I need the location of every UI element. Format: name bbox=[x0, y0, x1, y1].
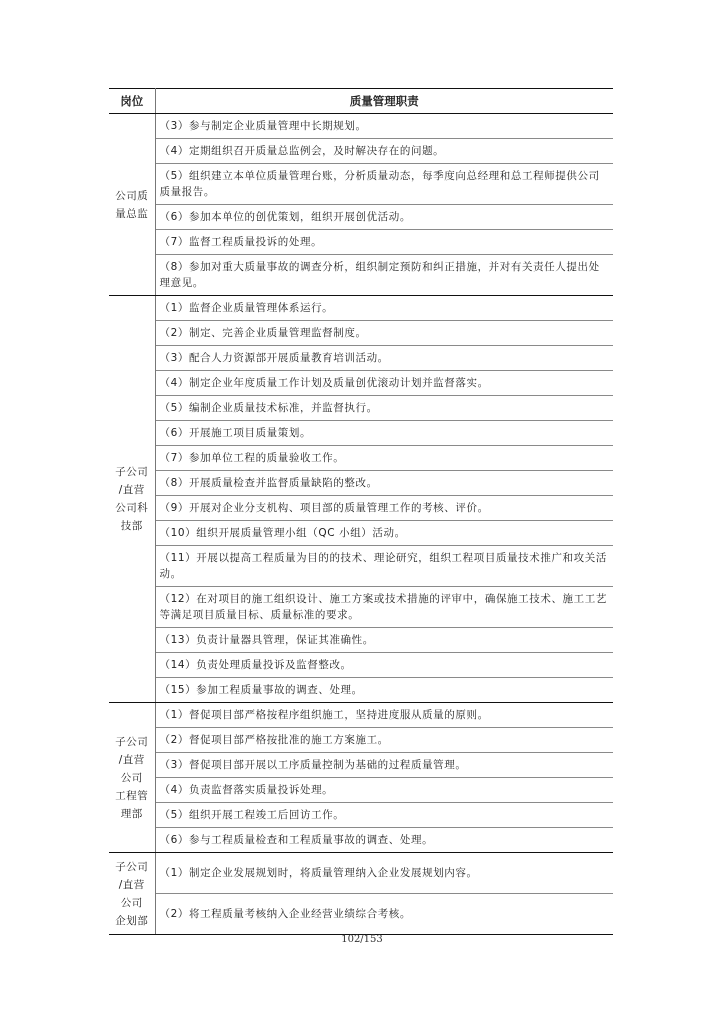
table-row bbox=[109, 546, 613, 587]
duty-item: （10）组织开展质量管理小组（QC 小组）活动。 bbox=[155, 521, 613, 546]
duty-item: （3）参与制定企业质量管理中长期规划。 bbox=[155, 114, 613, 139]
duty-item: （8）开展质量检查并监督质量缺陷的整改。 bbox=[155, 471, 613, 496]
duty-item: （2）制定、完善企业质量管理监督制度。 bbox=[155, 321, 613, 346]
table-row bbox=[109, 828, 613, 853]
quality-duty-table bbox=[109, 88, 613, 935]
table-row bbox=[109, 496, 613, 521]
position-line: 企划部 bbox=[115, 914, 149, 927]
duty-item: （15）参加工程质量事故的调查、处理。 bbox=[155, 678, 613, 703]
table-row bbox=[109, 114, 613, 139]
table-row bbox=[109, 587, 613, 628]
table-row bbox=[109, 894, 613, 935]
position-cell-technology-dept bbox=[109, 296, 155, 703]
position-line: 子公司 bbox=[115, 860, 149, 873]
table-header-row bbox=[109, 89, 613, 114]
position-line: 公司 bbox=[120, 896, 143, 909]
table-row bbox=[109, 521, 613, 546]
table-row bbox=[109, 728, 613, 753]
duty-item: （5）编制企业质量技术标准，并监督执行。 bbox=[155, 396, 613, 421]
position-line: /直营 bbox=[118, 753, 145, 766]
table-row bbox=[109, 396, 613, 421]
table-row bbox=[109, 139, 613, 164]
page-number: 102/153 bbox=[341, 934, 383, 945]
duty-item: （7）监督工程质量投诉的处理。 bbox=[155, 230, 613, 255]
table-row bbox=[109, 421, 613, 446]
duty-item: （4）负责监督落实质量投诉处理。 bbox=[155, 778, 613, 803]
position-line: 子公司 bbox=[115, 466, 149, 478]
table-row bbox=[109, 803, 613, 828]
duty-item: （6）参与工程质量检查和工程质量事故的调查、处理。 bbox=[155, 828, 613, 853]
table-row bbox=[109, 255, 613, 296]
duty-item: （4）定期组织召开质量总监例会，及时解决存在的问题。 bbox=[155, 139, 613, 164]
position-cell-quality-director bbox=[109, 114, 155, 296]
duty-item: （6）开展施工项目质量策划。 bbox=[155, 421, 613, 446]
duty-item: （6）参加本单位的创优策划，组织开展创优活动。 bbox=[155, 205, 613, 230]
position-line: 公司质 bbox=[115, 189, 149, 202]
duty-item: （5）组织建立本单位质量管理台账，分析质量动态，每季度向总经理和总工程师提供公司质量报告。 bbox=[155, 164, 613, 205]
position-line: 公司 bbox=[120, 771, 143, 784]
position-line: /直营 bbox=[118, 484, 145, 496]
duty-item: （13）负责计量器具管理，保证其准确性。 bbox=[155, 628, 613, 653]
duty-item: （1）制定企业发展规划时，将质量管理纳入企业发展规划内容。 bbox=[155, 853, 613, 894]
position-line: 量总监 bbox=[115, 207, 149, 220]
table-row bbox=[109, 678, 613, 703]
table-row bbox=[109, 471, 613, 496]
table-row bbox=[109, 205, 613, 230]
duty-item: （12）在对项目的施工组织设计、施工方案或技术措施的评审中，确保施工技术、施工工艺等满足项目质量目标、质量标准的要求。 bbox=[155, 587, 613, 628]
table-row bbox=[109, 346, 613, 371]
duty-item: （1）督促项目部严格按程序组织施工，坚持进度服从质量的原则。 bbox=[155, 703, 613, 728]
table-row bbox=[109, 296, 613, 321]
position-line: 公司科 bbox=[115, 502, 149, 514]
table-row bbox=[109, 164, 613, 205]
position-line: 工程管 bbox=[115, 789, 149, 802]
table-row bbox=[109, 230, 613, 255]
table-row bbox=[109, 703, 613, 728]
position-cell-planning-dept bbox=[109, 853, 155, 935]
header-position: 岗位 bbox=[109, 89, 155, 114]
position-line: 子公司 bbox=[115, 735, 149, 748]
duty-item: （7）参加单位工程的质量验收工作。 bbox=[155, 446, 613, 471]
table-row bbox=[109, 753, 613, 778]
header-duty: 质量管理职责 bbox=[155, 89, 613, 114]
position-line: 理部 bbox=[120, 807, 143, 820]
duty-item: （9）开展对企业分支机构、项目部的质量管理工作的考核、评价。 bbox=[155, 496, 613, 521]
table-row bbox=[109, 446, 613, 471]
duty-item: （5）组织开展工程竣工后回访工作。 bbox=[155, 803, 613, 828]
duty-item: （2）将工程质量考核纳入企业经营业绩综合考核。 bbox=[155, 894, 613, 935]
duty-item: （2）督促项目部严格按批准的施工方案施工。 bbox=[155, 728, 613, 753]
duty-item: （11）开展以提高工程质量为目的的技术、理论研究，组织工程项目质量技术推广和攻关活动。 bbox=[155, 546, 613, 587]
duty-item: （14）负责处理质量投诉及监督整改。 bbox=[155, 653, 613, 678]
table-row bbox=[109, 628, 613, 653]
duty-item: （3）督促项目部开展以工序质量控制为基础的过程质量管理。 bbox=[155, 753, 613, 778]
table-row bbox=[109, 853, 613, 894]
table-row bbox=[109, 778, 613, 803]
table-row bbox=[109, 371, 613, 396]
duty-item: （4）制定企业年度质量工作计划及质量创优滚动计划并监督落实。 bbox=[155, 371, 613, 396]
duty-item: （1）监督企业质量管理体系运行。 bbox=[155, 296, 613, 321]
position-line: 技部 bbox=[120, 520, 143, 532]
position-cell-engineering-dept bbox=[109, 703, 155, 853]
table-row bbox=[109, 321, 613, 346]
position-line: /直营 bbox=[118, 878, 145, 891]
table-row bbox=[109, 653, 613, 678]
duty-item: （8）参加对重大质量事故的调查分析，组织制定预防和纠正措施，并对有关责任人提出处理意见。 bbox=[155, 255, 613, 296]
duty-item: （3）配合人力资源部开展质量教育培训活动。 bbox=[155, 346, 613, 371]
